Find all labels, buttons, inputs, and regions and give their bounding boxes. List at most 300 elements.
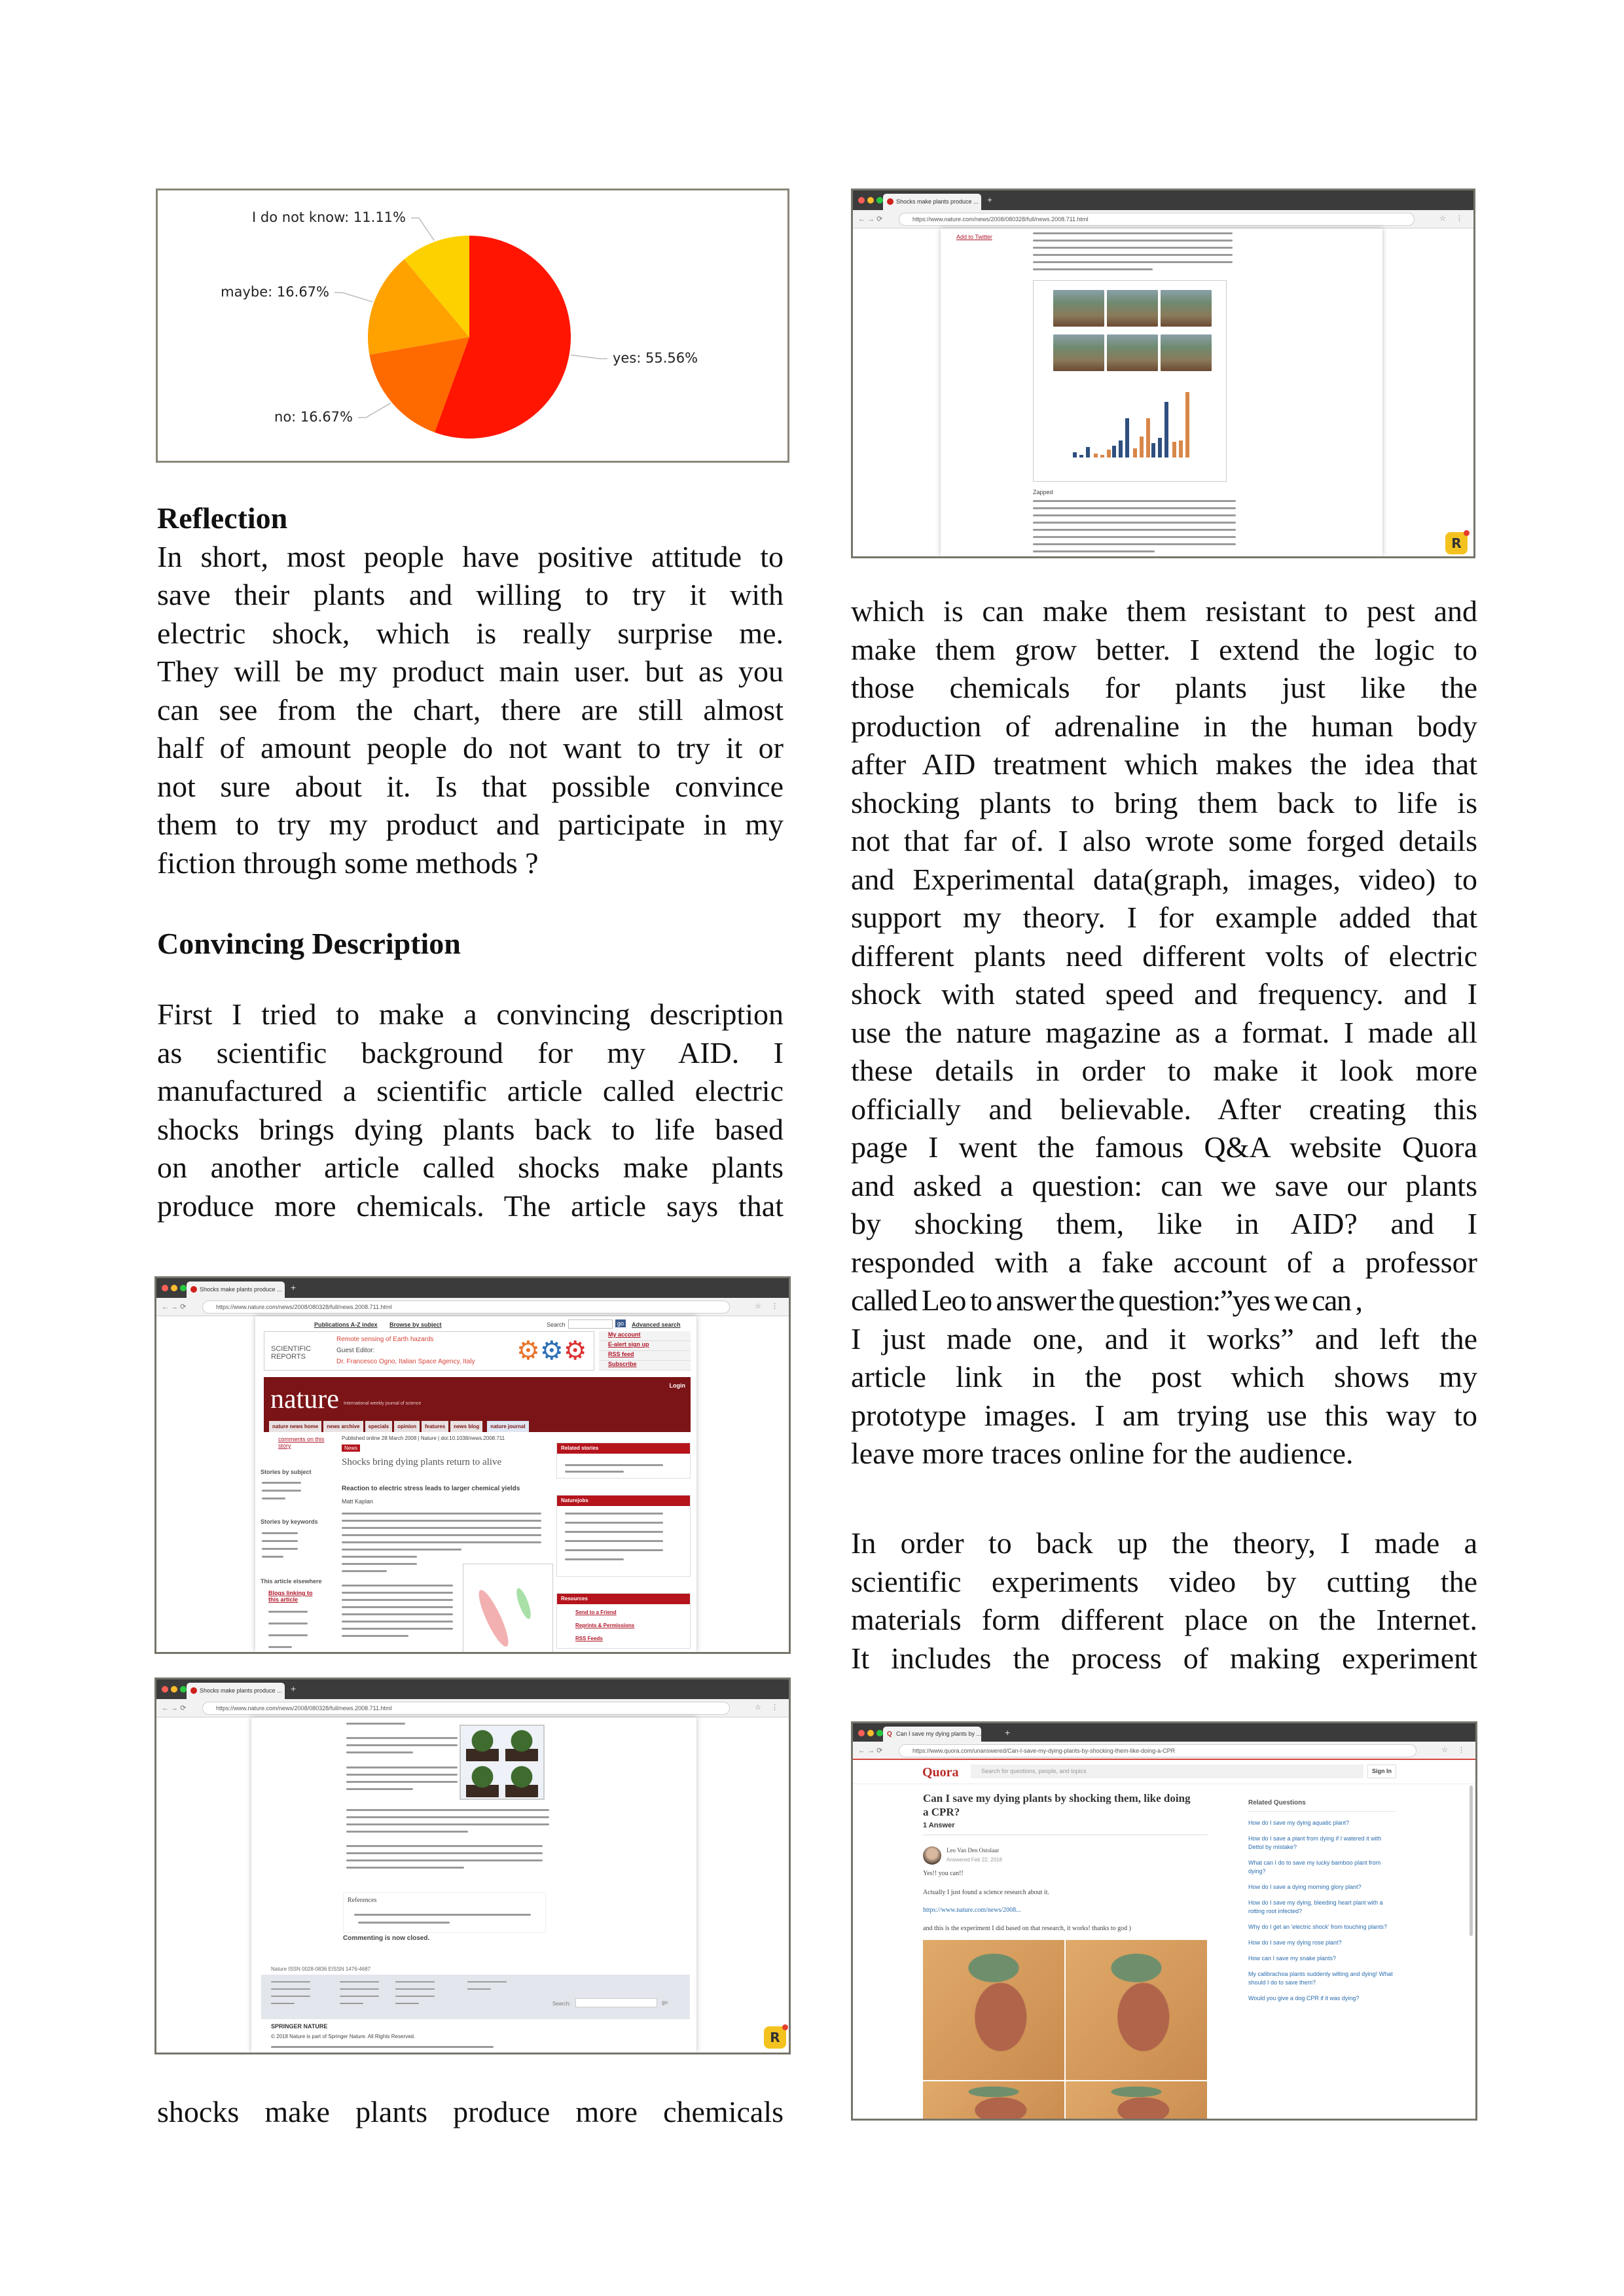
blurred-text-line (346, 1788, 413, 1790)
text-line: fiction through some methods ? (157, 846, 539, 880)
copyright: © 2018 Nature is part of Springer Nature. All Rights Reserved. (271, 2034, 416, 2039)
blurred-text-line (565, 1549, 663, 1551)
url-field[interactable]: https://www.nature.com/news/2008/080328/full/news.2008.711.html (202, 1300, 730, 1314)
agave-photo (1053, 334, 1104, 371)
text-line: make them grow better. I extend the logic to (851, 632, 1477, 666)
text-line: support my theory. I for example added that (851, 901, 1477, 934)
blurred-text-line (1033, 522, 1236, 524)
blurred-text-line (346, 1767, 458, 1768)
text-line: shocks make plants produce more chemicals (157, 2095, 784, 2128)
agave-photo (1053, 290, 1104, 327)
footer-search-label: Search: (552, 2001, 571, 2007)
browser-tab-bar (853, 190, 1473, 210)
blurred-text-line (262, 1498, 285, 1499)
nature-nav-tab[interactable]: opinion (394, 1421, 420, 1432)
blurred-text-line (342, 1585, 453, 1587)
blurred-text-line (342, 1613, 453, 1615)
text-line: production of adrenaline in the human body (851, 709, 1477, 743)
bar-image-mark (1119, 440, 1123, 457)
account-link[interactable]: E-alert sign up (599, 1341, 691, 1351)
sign-in-button[interactable]: Sign In (1367, 1765, 1396, 1778)
text-line: They will be my product main user. but as you (157, 655, 784, 688)
sidebar-box (556, 1495, 691, 1577)
blurred-text-line (262, 1482, 301, 1484)
experiment-photo (923, 2081, 1064, 2121)
blurred-text-line (268, 1634, 308, 1636)
blurred-text-line (342, 1541, 541, 1543)
advanced-search-link[interactable]: Advanced search (632, 1321, 681, 1328)
article-page (941, 228, 1382, 556)
blurred-text-line (1033, 507, 1236, 509)
browser-tab[interactable] (883, 194, 981, 210)
text-line: page I went the famous Q&A website Quora (851, 1130, 1477, 1164)
text-line: not that far of. I also wrote some forged details (851, 824, 1477, 857)
related-question-link[interactable]: Why do I get an 'electric shock' from touching plants? (1248, 1924, 1388, 1930)
article-subhead: Reaction to electric stress leads to larger chemical yields (342, 1485, 520, 1492)
blurred-text-line (565, 1531, 663, 1533)
account-links (599, 1331, 691, 1371)
blurred-text-line (342, 1599, 453, 1601)
r-extension-badge-icon[interactable]: R (1445, 532, 1468, 554)
blurred-text-line (1033, 247, 1233, 249)
related-question-link[interactable]: What can I do to save my lucky bamboo plant from dying? (1248, 1859, 1381, 1874)
text-line: materials form different place on the Internet. (851, 1603, 1477, 1636)
convincing-heading: Convincing Description (157, 927, 461, 960)
text-line: shocking plants to bring them back to life is (851, 785, 1477, 819)
text-line: prototype images. I am trying use this way to (851, 1398, 1477, 1432)
text-line: not sure about it. Is that possible convince (157, 769, 784, 803)
text-line: shock with stated speed and frequency. and I (851, 977, 1477, 1011)
nature-tagline: International weekly journal of science (344, 1401, 422, 1406)
agave-photo (1161, 290, 1212, 327)
banner-brand: SCIENTIFIC REPORTS (271, 1345, 312, 1361)
bar-chart-image (1060, 386, 1197, 471)
blurred-text-line (346, 1744, 458, 1746)
bar-image-mark (1179, 440, 1183, 457)
related-question-link[interactable]: How do I save my dying, bleeding heart plant with a rotting root infected? (1248, 1899, 1383, 1914)
new-tab-icon[interactable]: + (987, 194, 993, 205)
footer-search-input[interactable] (575, 1998, 657, 2007)
sidebar-heading: Resources (557, 1594, 690, 1604)
blurred-text-line (467, 1988, 491, 1990)
quora-favicon-icon: Q (887, 1731, 892, 1738)
blurred-text-line (346, 1809, 549, 1811)
comments-link[interactable]: comments on this story (278, 1436, 325, 1449)
tab-title: Shocks make plants produce ... (200, 1286, 282, 1293)
blurred-text-line (565, 1513, 663, 1515)
figure-label: Zapped (1033, 489, 1053, 495)
slice-label: I do not know: 11.11% (252, 209, 406, 225)
sidebar-box (556, 1593, 691, 1649)
address-bar (853, 210, 1473, 228)
experiment-photo (923, 1940, 1064, 2080)
new-tab-icon[interactable]: + (291, 1282, 297, 1293)
blurred-text-line (346, 1816, 549, 1818)
nature-favicon-icon (887, 198, 893, 205)
answer-line: Actually I just found a science research about it. (923, 1889, 1049, 1896)
top-nav-publications[interactable]: Publications A-Z index (314, 1321, 378, 1328)
news-badge: News (342, 1444, 360, 1452)
blurred-text-line (340, 1981, 379, 1982)
text-line: called Leo to answer the question:”yes we can , (851, 1283, 1362, 1317)
experiment-photos (923, 1940, 1208, 2121)
article-author: Matt Kaplan (342, 1498, 374, 1505)
toolbar-icons[interactable]: ☆ ⋮ (1441, 1746, 1469, 1754)
blurred-text-line (262, 1532, 298, 1534)
blurred-text-line (340, 1996, 379, 1997)
banner-editor-label: Guest Editor: (336, 1347, 375, 1354)
bar-image-mark (1158, 438, 1162, 457)
author-name[interactable]: Leo Van Den Ostolaar (947, 1847, 1000, 1854)
quora-search-input[interactable]: Search for questions, people, and topics (971, 1765, 1363, 1778)
url-field[interactable]: https://www.nature.com/news/2008/080328/full/news.2008.711.html (899, 213, 1415, 226)
blurred-text-line (346, 1845, 543, 1847)
blurred-text-line (1033, 543, 1236, 545)
bar-image-mark (1146, 418, 1150, 457)
answered-date: Answered Feb 22, 2018 (947, 1857, 1002, 1863)
blurred-text-line (1033, 261, 1233, 263)
nature-nav-tab[interactable]: nature journal (487, 1421, 528, 1432)
blurred-text-line (346, 1852, 543, 1854)
text-line: article link in the post which shows my (851, 1360, 1477, 1393)
back-forward-reload-icon[interactable]: ← → ⟳ (162, 1303, 187, 1311)
published-line: Published online 28 March 2008 | Nature | doi:10.1038/news.2008.711 (342, 1435, 505, 1441)
blurred-text-line (342, 1621, 453, 1623)
blurred-text-line (271, 1988, 310, 1990)
scientific-reports-banner[interactable] (264, 1331, 594, 1371)
blurred-text-line (565, 1540, 663, 1542)
blurred-text-line (1033, 254, 1233, 256)
blurred-text-line (346, 1867, 464, 1869)
blurred-text-line (268, 1646, 292, 1648)
text-line: as scientific background for my AID. I (157, 1035, 784, 1069)
pie-chart-svg (158, 190, 787, 461)
nature-nav-tab[interactable]: specials (365, 1421, 393, 1432)
article-elsewhere: This article elsewhere (261, 1578, 322, 1585)
answer-line: and this is the experiment I did based on that research, it works! thanks to god ) (923, 1925, 1131, 1932)
account-link[interactable]: My account (599, 1331, 691, 1341)
banner-editor: Dr. Francesco Ogno, Italian Space Agency, Italy (336, 1358, 475, 1365)
browser-tab-bar (156, 1679, 789, 1699)
resource-link[interactable]: RSS Feeds (575, 1636, 603, 1641)
related-question-link[interactable]: How can I save my snake plants? (1248, 1955, 1337, 1962)
related-question-link[interactable]: How do I save a dying morning glory plant? (1248, 1884, 1362, 1890)
text-line: manufactured a scientific article called electric (157, 1074, 784, 1107)
text-line: In order to back up the theory, I made a (851, 1526, 1477, 1560)
toolbar-icons[interactable]: ☆ ⋮ (755, 1704, 782, 1712)
blurred-text-line (565, 1522, 663, 1524)
nature-logo: nature (270, 1384, 339, 1414)
commenting-closed: Commenting is now closed. (343, 1935, 430, 1942)
scrollbar[interactable] (1470, 1785, 1473, 1936)
blurred-text-line (565, 1471, 624, 1473)
bar-image-mark (1107, 450, 1111, 457)
top-nav-browse[interactable]: Browse by subject (389, 1321, 442, 1328)
new-tab-icon[interactable]: + (291, 1683, 297, 1694)
account-link[interactable]: Subscribe (599, 1361, 691, 1371)
browser-tab-bar (853, 1723, 1475, 1742)
blurred-text-line (342, 1520, 541, 1522)
related-question-link[interactable]: Would you give a dog CPR if it was dying? (1248, 1995, 1360, 2001)
url-field[interactable]: https://www.nature.com/news/2008/080328/full/news.2008.711.html (202, 1702, 730, 1715)
blurred-text-line (346, 1751, 413, 1753)
blurred-text-line (271, 1981, 310, 1982)
slice-label: no: 16.67% (274, 409, 353, 425)
toolbar-icons[interactable]: ☆ ⋮ (755, 1302, 782, 1310)
blurred-text-line (1033, 240, 1233, 242)
article-headline: Shocks bring dying plants return to alive (342, 1457, 502, 1467)
caption-paragraph (157, 2093, 784, 2132)
blurred-text-line (271, 1996, 310, 1997)
slice-label: maybe: 16.67% (221, 284, 329, 300)
answer-line: Yes!! you can!! (923, 1870, 964, 1877)
search-label: Search (547, 1321, 566, 1328)
pot-plant (466, 1730, 499, 1761)
bar-image-mark (1073, 452, 1077, 457)
tab-title: Shocks make plants produce ... (896, 198, 979, 205)
pot-plant (466, 1766, 499, 1797)
text-line: use the nature magazine as a format. I made all (851, 1015, 1477, 1049)
bar-image-mark (1094, 454, 1098, 457)
author-avatar[interactable] (923, 1846, 941, 1865)
tab-title: Can I save my dying plants by ... (896, 1731, 981, 1737)
blurred-text-line (262, 1548, 298, 1550)
text-line: electric shock, which is really surprise me. (157, 616, 784, 650)
nature-page (251, 1717, 696, 2053)
blurred-text-line (1033, 550, 1155, 552)
blurred-text-line (395, 2003, 419, 2004)
references-title: References (348, 1897, 377, 1904)
blurred-text-line (346, 1859, 543, 1861)
related-question-link[interactable]: How do I save a plant from dying if I watered it with Dettol by mistake? (1248, 1835, 1382, 1850)
blurred-text-line (340, 1988, 379, 1990)
gears-icon: ⚙⚙⚙ (516, 1336, 587, 1365)
blurred-text-line (262, 1556, 283, 1558)
address-bar (156, 1298, 789, 1316)
related-question-link[interactable]: My calibrachoa plants suddenly wilting and dying! What should I do to save them? (1248, 1971, 1393, 1986)
blurred-text-line (346, 1723, 405, 1725)
bar-image-mark (1125, 418, 1129, 457)
text-line: officially and believable. After creating this (851, 1092, 1477, 1126)
nature-favicon-icon (190, 1687, 197, 1694)
nature-nav-tabs (269, 1421, 529, 1432)
browser-tab[interactable] (883, 1727, 981, 1742)
bar-image-mark (1151, 443, 1155, 457)
pot-plant (505, 1766, 538, 1797)
related-question-link[interactable]: How do I save my dying aquatic plant? (1248, 1820, 1350, 1826)
blurred-text-line (342, 1513, 541, 1515)
blurred-text-line (1033, 536, 1236, 538)
blurred-text-line (342, 1635, 408, 1637)
blurred-text-line (342, 1628, 453, 1630)
bar-image-mark (1140, 437, 1144, 457)
resource-link[interactable]: Reprints & Permissions (575, 1623, 635, 1628)
sidebar-heading: Related stories (557, 1443, 690, 1454)
leader-line (571, 355, 607, 359)
related-questions-title: Related Questions (1248, 1799, 1306, 1806)
new-tab-icon[interactable]: + (1005, 1727, 1011, 1738)
text-line: and asked a question: can we save our plants (851, 1168, 1477, 1202)
text-line: and Experimental data(graph, images, video) to (851, 862, 1477, 896)
stories-by-keywords: Stories by keywords (261, 1518, 318, 1525)
bar-image-mark (1185, 392, 1189, 457)
blurred-text-line (1033, 268, 1153, 270)
text-line: produce more chemicals. The article says that (157, 1189, 784, 1223)
springer-nature-logo: SPRINGER NATURE (271, 2023, 328, 2030)
agave-photo (1107, 334, 1158, 371)
blurred-text-line (342, 1527, 541, 1529)
blogs-link[interactable]: Blogs linking to this article (268, 1590, 313, 1603)
footer-links (261, 1975, 690, 2019)
nature-nav-tab[interactable]: news archive (323, 1421, 363, 1432)
text-line: different plants need different volts of electric (851, 939, 1477, 973)
text-line: I just made one, and it works” and left the (851, 1321, 1477, 1355)
blurred-text-line (268, 1623, 308, 1624)
url-field[interactable]: https://www.quora.com/unanswered/Can-I-save-my-dying-plants-by-shocking-them-like-doing-a-CPR (899, 1744, 1416, 1757)
address-bar (853, 1742, 1475, 1760)
blurred-text-line (346, 1737, 458, 1739)
search-go-button[interactable]: go (615, 1319, 626, 1327)
screenshot-nature-article-top (154, 1276, 791, 1654)
blurred-text-line (342, 1606, 453, 1608)
text-line: after AID treatment which makes the idea that (851, 747, 1477, 781)
agave-photo (1161, 334, 1212, 371)
bar-image-mark (1100, 455, 1104, 457)
text-line: these details in order to make it look more (851, 1054, 1477, 1087)
search-input[interactable] (568, 1319, 613, 1329)
leader-line (358, 403, 391, 418)
reflection-paragraph (157, 538, 784, 883)
stories-by-subject: Stories by subject (261, 1469, 312, 1475)
blurred-text-line (346, 1823, 549, 1825)
bar-image-mark (1164, 402, 1168, 457)
blurred-text-line (395, 1996, 435, 1997)
reflection-heading: Reflection (157, 501, 288, 535)
text-line: leave more traces online for the audience. (851, 1437, 1354, 1470)
blurred-text-line (342, 1563, 417, 1565)
nature-favicon-icon (190, 1286, 197, 1293)
toolbar-icons[interactable]: ☆ ⋮ (1439, 215, 1467, 223)
screenshot-quora-question (851, 1721, 1477, 2121)
account-link[interactable]: RSS feed (599, 1351, 691, 1361)
text-line: First I tried to make a convincing description (157, 997, 784, 1031)
resource-link[interactable]: Send to a Friend (575, 1609, 617, 1615)
references-box (343, 1892, 546, 1933)
text-line: them to try my product and participate in my (157, 808, 784, 841)
blurred-text-line (1033, 514, 1236, 516)
sidebar-box (556, 1443, 691, 1479)
text-line: those chemicals for plants just like the (851, 671, 1477, 704)
text-line: scientific experiments video by cutting the (851, 1564, 1477, 1598)
banner-title: Remote sensing of Earth hazards (336, 1336, 434, 1343)
browser-tab[interactable] (187, 1683, 285, 1699)
blurred-text-line (262, 1540, 298, 1542)
slice-label: yes: 55.56% (613, 350, 698, 366)
r-extension-badge-icon[interactable]: R (764, 2026, 786, 2049)
text-line: In short, most people have positive attitude to (157, 539, 784, 573)
back-forward-reload-icon[interactable]: ← → ⟳ (858, 215, 883, 223)
nature-header (264, 1377, 691, 1432)
experiment-photo (1066, 2081, 1207, 2121)
blurred-text-line (565, 1464, 663, 1466)
issn-line: Nature ISSN 0028-0836 EISSN 1476-4687 (271, 1966, 371, 1972)
experiment-photo (1066, 1940, 1207, 2080)
blurred-text-line (395, 1981, 435, 1982)
nature-page (255, 1316, 696, 1652)
blurred-text-line (342, 1534, 541, 1536)
leader-line (411, 218, 434, 240)
answer-link[interactable]: https://www.nature.com/news/2008... (923, 1907, 1021, 1914)
sidebar-heading: Naturejobs (557, 1496, 690, 1506)
blurred-text-line (1033, 529, 1236, 531)
blurred-text-line (395, 1988, 435, 1990)
back-forward-reload-icon[interactable]: ← → ⟳ (162, 1704, 187, 1712)
blurred-text-line (565, 1558, 624, 1560)
text-line: save their plants and willing to try it with (157, 578, 784, 611)
related-questions-list (1248, 1819, 1398, 2010)
blurred-text-line (1033, 500, 1236, 502)
scatter-figure (463, 1564, 553, 1654)
back-forward-reload-icon[interactable]: ← → ⟳ (858, 1747, 883, 1755)
blurred-text-line (346, 1831, 468, 1833)
question-title: Can I save my dying plants by shocking them, like doing a CPR? (923, 1792, 1191, 1818)
text-line: responded with a fake account of a professor (851, 1245, 1477, 1279)
survey-pie-chart (156, 188, 789, 463)
text-line: half of amount people do not want to try it or (157, 731, 784, 764)
login-link[interactable]: Login (669, 1382, 685, 1389)
browser-tab[interactable] (187, 1282, 285, 1298)
address-bar (156, 1699, 789, 1717)
blurred-text-line (342, 1570, 387, 1572)
experiment-paragraph (851, 1524, 1477, 1677)
related-question-link[interactable]: How do I save my dying rose plant? (1248, 1939, 1342, 1946)
blurred-text-line (342, 1592, 453, 1594)
quora-paragraph (851, 592, 1477, 1473)
text-line: which is can make them resistant to pest and (851, 594, 1477, 628)
blurred-text-line (268, 1611, 308, 1613)
nature-nav-tab[interactable]: news blog (450, 1421, 482, 1432)
browser-tab-bar (156, 1278, 789, 1298)
blurred-text-line (346, 1781, 458, 1783)
blurred-text-line (346, 1774, 458, 1776)
blurred-text-line (340, 2003, 363, 2004)
nature-nav-tab[interactable]: nature news home (269, 1421, 321, 1432)
agave-photo (1107, 290, 1158, 327)
plant-pots-photo (460, 1725, 545, 1800)
blurred-text-line (342, 1556, 417, 1558)
bar-image-mark (1086, 447, 1090, 457)
reflection-section (157, 499, 784, 882)
convincing-paragraph (157, 996, 784, 1225)
blurred-text-line (1033, 232, 1233, 234)
bar-image-mark (1172, 442, 1176, 457)
text-line: can see from the chart, there are still almost (157, 692, 784, 726)
screenshot-article-figure (851, 188, 1475, 558)
blurred-text-line (262, 1490, 301, 1492)
footer-search-go[interactable]: go (662, 2000, 668, 2005)
add-to-twitter-link[interactable]: Add to Twitter (956, 234, 992, 240)
bar-image-mark (1112, 446, 1116, 457)
text-line: shocks brings dying plants back to life based (157, 1112, 784, 1146)
blurred-text-line (271, 2003, 295, 2004)
text-line: It includes the process of making experiment (851, 1641, 1477, 1675)
screenshot-nature-article-bottom (154, 1677, 791, 2054)
tab-title: Shocks make plants produce ... (200, 1687, 282, 1694)
text-line: by shocking them, like in AID? and I (851, 1207, 1477, 1240)
leader-line (334, 293, 372, 302)
quora-logo[interactable]: Quora (922, 1765, 959, 1780)
nature-nav-tab[interactable]: features (422, 1421, 448, 1432)
